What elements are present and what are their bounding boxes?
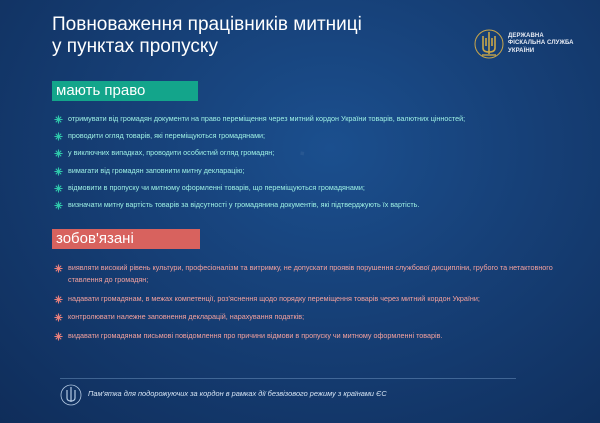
page-title-line-1: Повноваження працівників митниці [52, 14, 362, 35]
fiscal-service-logo [474, 24, 594, 64]
plus-bullet-icon [54, 264, 63, 273]
list-item [54, 148, 576, 158]
logo-line-2: ФІСКАЛЬНА СЛУЖБА [508, 40, 574, 47]
list-item [54, 200, 576, 210]
duties-list [54, 262, 576, 348]
duties-item-text: надавати громадянам, в межах компетенції, роз'яснення щодо порядку переміщення товарів через митний кордон України; [68, 293, 480, 303]
plus-bullet-icon [54, 115, 63, 124]
rights-item-text: у виключних випадках, проводити особистий огляд громадян; [68, 148, 275, 158]
plus-bullet-icon [54, 332, 63, 341]
plus-bullet-icon [54, 184, 63, 193]
footer-divider [60, 378, 516, 379]
plus-bullet-icon [54, 167, 63, 176]
rights-item-text: вимагати від громадян заповнити митну декларацію; [68, 165, 245, 175]
rights-item-text: проводити огляд товарів, які переміщуються громадянами; [68, 131, 266, 141]
footer-text: Пам'ятка для подорожуючих за кордон в рамках дії безвізового режиму з країнами ЄС [88, 389, 387, 398]
plus-bullet-icon [54, 149, 63, 158]
logo-line-3: УКРАЇНИ [508, 47, 535, 54]
duties-item-text: видавати громадянам письмові повідомлення про причини відмови в пропуску чи митному оформленні товарів. [68, 330, 443, 340]
list-item [54, 114, 576, 124]
footer-emblem-icon [60, 382, 82, 408]
rights-item-text: визначати митну вартість товарів за відсутності у громадянина документів, які підтверджують їх вартість. [68, 199, 420, 209]
duties-item-text: контролювати належне заповнення декларацій, нарахування податків; [68, 312, 305, 321]
duties-heading: зобов'язані [52, 229, 200, 249]
trident-emblem-icon [474, 26, 504, 62]
list-item [54, 131, 576, 141]
plus-bullet-icon [54, 313, 63, 322]
rights-heading: мають право [52, 81, 198, 101]
rights-item-text: відмовити в пропуску чи митному оформленні товарів, що переміщуються громадянами; [68, 182, 365, 192]
logo-line-1: ДЕРЖАВНА [508, 32, 544, 39]
rights-list [54, 114, 576, 217]
list-item [54, 166, 576, 176]
list-item [54, 330, 576, 342]
list-item [54, 293, 576, 305]
logo-text [508, 33, 574, 56]
list-item [54, 183, 576, 193]
rights-item-text: отримувати від громадян документи на право переміщення через митний кордон України товарів, валютних цінностей; [68, 114, 466, 123]
plus-bullet-icon [54, 295, 63, 304]
plus-bullet-icon [54, 132, 63, 141]
list-item [54, 262, 576, 286]
page-title-line-2: у пунктах пропуску [52, 36, 218, 57]
list-item [54, 311, 576, 323]
duties-item-text: виявляти високий рівень культури, професіоналізм та витримку, не допускати проявів порушення службової дисципліни, грубого та нетактовного ставлення до громадян; [68, 263, 553, 284]
plus-bullet-icon [54, 201, 63, 210]
page-title [52, 14, 362, 58]
